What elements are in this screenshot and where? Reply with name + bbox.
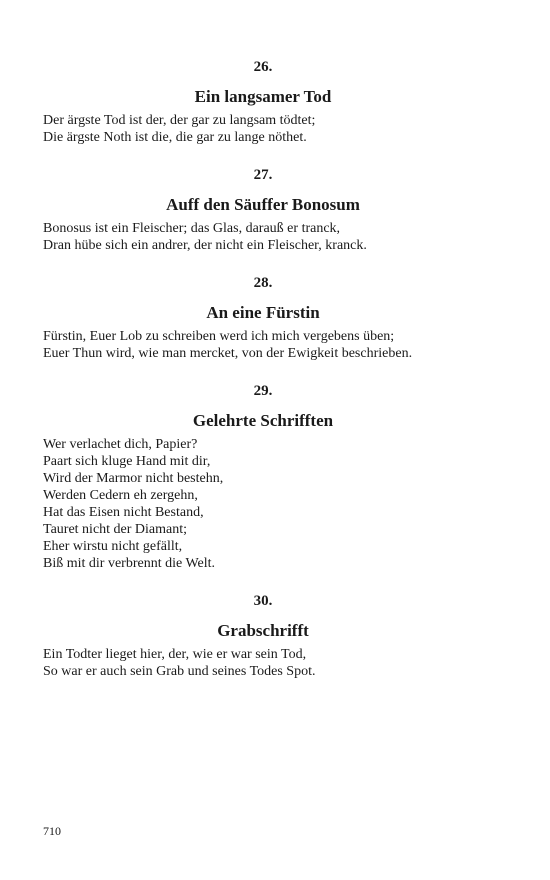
page-number: 710 xyxy=(43,824,61,838)
poem-title: An eine Fürstin xyxy=(206,303,320,322)
poem-title: Grabschrifft xyxy=(217,621,309,640)
poem-line: Fürstin, Euer Lob zu schreiben werd ich mich vergebens üben; xyxy=(43,329,395,344)
poem-title: Gelehrte Schrifften xyxy=(192,411,334,430)
poem-line: Werden Cedern eh zergehn, xyxy=(43,488,198,503)
poem-number: 27. xyxy=(253,167,273,183)
poem-lines xyxy=(43,220,483,254)
poem-line: Eher wirstu nicht gefällt, xyxy=(43,539,183,554)
poem-line: Dran hübe sich ein andrer, der nicht ein Fleischer, kranck. xyxy=(43,238,367,253)
poem-line: Biß mit dir verbrennt die Welt. xyxy=(43,556,216,571)
page-content xyxy=(43,58,483,680)
poem-line: Bonosus ist ein Fleischer; das Glas, darauß er tranck, xyxy=(43,221,341,236)
poem-lines xyxy=(43,646,483,680)
poem-lines xyxy=(43,436,483,572)
poem-number: 29. xyxy=(253,383,273,399)
poem-26 xyxy=(43,58,483,146)
poem-number: 28. xyxy=(253,275,273,291)
poem-27 xyxy=(43,166,483,254)
poem-line: Die ärgste Noth ist die, die gar zu lange nöthet. xyxy=(43,130,307,145)
poem-line: Tauret nicht der Diamant; xyxy=(43,522,188,537)
poem-line: Euer Thun wird, wie man mercket, von der Ewigkeit beschrieben. xyxy=(43,346,413,361)
poem-line: Hat das Eisen nicht Bestand, xyxy=(43,505,204,520)
poem-title: Auff den Säuffer Bonosum xyxy=(166,195,360,214)
poem-line: Der ärgste Tod ist der, der gar zu langsam tödtet; xyxy=(43,113,316,128)
poem-line: Paart sich kluge Hand mit dir, xyxy=(43,454,211,469)
poem-28 xyxy=(43,274,483,362)
poem-number: 30. xyxy=(253,593,273,609)
poem-line: Wer verlachet dich, Papier? xyxy=(43,437,198,452)
poem-line: So war er auch sein Grab und seines Todes Spot. xyxy=(43,664,316,679)
poem-29 xyxy=(43,382,483,572)
poem-line: Wird der Marmor nicht bestehn, xyxy=(43,471,224,486)
poem-lines xyxy=(43,112,483,146)
poem-lines xyxy=(43,328,483,362)
poem-number: 26. xyxy=(253,59,273,75)
poem-line: Ein Todter lieget hier, der, wie er war sein Tod, xyxy=(43,647,307,662)
poem-title: Ein langsamer Tod xyxy=(194,87,332,106)
poem-30 xyxy=(43,592,483,680)
